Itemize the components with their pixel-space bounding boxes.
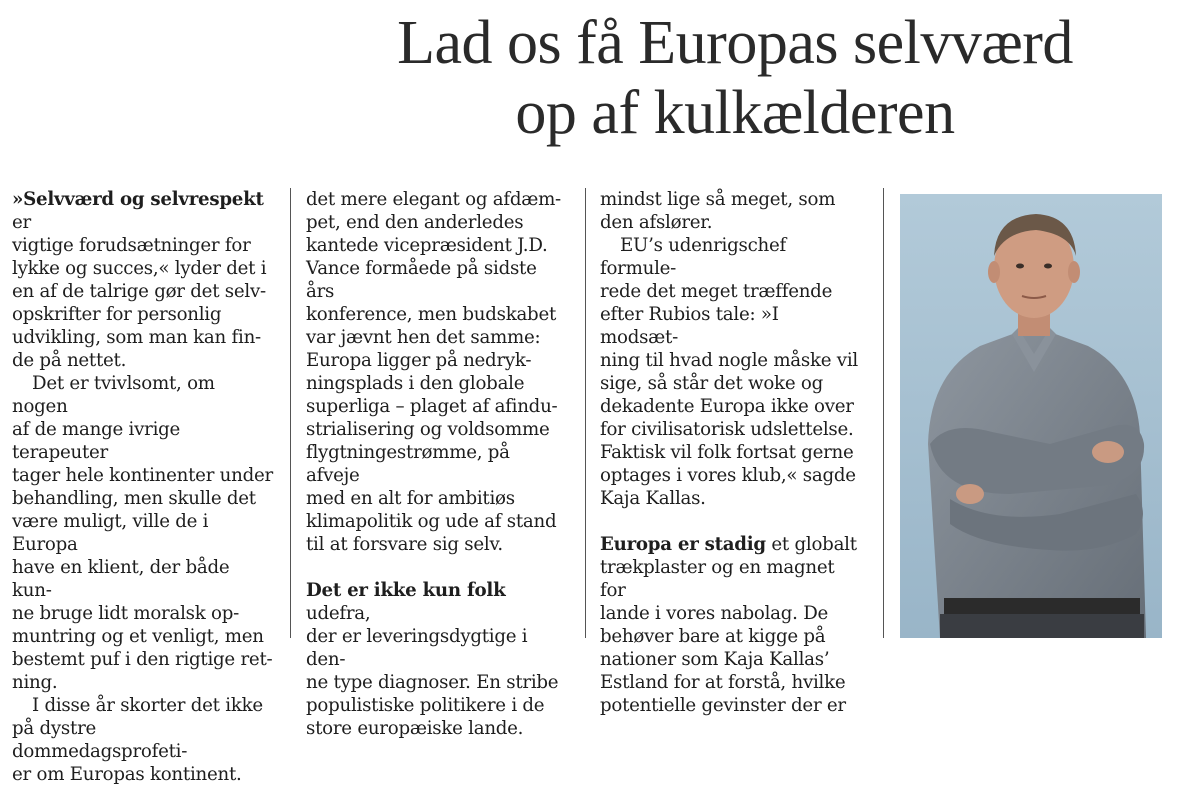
- paragraph: [600, 188, 862, 234]
- line: vigtige forudsætninger for: [12, 235, 251, 256]
- paragraph: [306, 188, 568, 556]
- line: flygtningestrømme, på afveje: [306, 442, 510, 486]
- line: Det er tvivlsomt, om nogen: [12, 373, 215, 417]
- line: af de mange ivrige terapeuter: [12, 419, 181, 463]
- line: på dystre dommedagsprofeti-: [12, 718, 188, 762]
- column-divider: [585, 188, 586, 638]
- column-divider: [883, 188, 884, 638]
- line: klimapolitik og ude af stand: [306, 511, 557, 532]
- line: opskrifter for personlig: [12, 304, 222, 325]
- paragraph-lead-in: Det er ikke kun folk: [306, 580, 506, 601]
- paragraph: [12, 188, 274, 372]
- line: Estland for at forstå, hvilke: [600, 672, 846, 693]
- author-portrait-illustration: [900, 194, 1162, 638]
- article-headline: [330, 8, 1140, 148]
- line: store europæiske lande.: [306, 718, 524, 739]
- line: ne type diagnoser. En stribe: [306, 672, 559, 693]
- line: sige, så står det woke og: [600, 373, 823, 394]
- line: mindst lige så meget, som: [600, 189, 836, 210]
- paragraph-lead-in: »Selvværd og selvrespekt: [12, 189, 264, 210]
- paragraph: [600, 234, 862, 510]
- line: muntring og et venligt, men: [12, 626, 264, 647]
- line: bestemt puf i den rigtige ret-: [12, 649, 273, 670]
- line: ningsplads i den globale: [306, 373, 525, 394]
- article-column-1: [12, 188, 274, 785]
- line: lande i vores nabolag. De: [600, 603, 829, 624]
- article-column-2: [306, 188, 568, 739]
- line: udefra,: [306, 603, 371, 624]
- line: I disse år skorter det ikke: [32, 695, 263, 716]
- paragraph: [600, 533, 862, 717]
- column-divider: [290, 188, 291, 638]
- line: ning til hvad nogle måske vil: [600, 350, 858, 371]
- article-column-3: [600, 188, 862, 716]
- line: efter Rubios tale: »I modsæt-: [600, 304, 779, 348]
- line: med en alt for ambitiøs: [306, 488, 515, 509]
- line: et globalt: [765, 534, 857, 555]
- line: der er leveringsdygtige i den-: [306, 626, 528, 670]
- line: Vance formåede på sidste års: [306, 258, 537, 302]
- line: have en klient, der både kun-: [12, 557, 230, 601]
- line: til at forsvare sig selv.: [306, 534, 503, 555]
- line: lykke og succes,« lyder det i: [12, 258, 267, 279]
- line: være muligt, ville de i Europa: [12, 511, 209, 555]
- author-photo: [900, 194, 1162, 638]
- line: konference, men budskabet: [306, 304, 557, 325]
- line: trækplaster og en magnet for: [600, 557, 835, 601]
- line: Europa ligger på nedryk-: [306, 350, 532, 371]
- line: en af de talrige gør det selv-: [12, 281, 266, 302]
- paragraph: [306, 579, 568, 740]
- line: optages i vores klub,« sagde: [600, 465, 856, 486]
- line: potentielle gevinster der er: [600, 695, 846, 716]
- line: var jævnt hen det samme:: [306, 327, 541, 348]
- paragraph: [12, 372, 274, 694]
- line: EU’s udenrigschef formule-: [600, 235, 786, 279]
- line: pet, end den anderledes: [306, 212, 524, 233]
- line: de på nettet.: [12, 350, 127, 371]
- paragraph: [12, 694, 274, 786]
- line: superliga – plaget af afindu-: [306, 396, 558, 417]
- line: populistiske politikere i de: [306, 695, 545, 716]
- line: tager hele kontinenter under: [12, 465, 273, 486]
- line: Kaja Kallas.: [600, 488, 706, 509]
- line: den afslører.: [600, 212, 713, 233]
- line: kantede vicepræsident J.D.: [306, 235, 548, 256]
- line: behøver bare at kigge på: [600, 626, 826, 647]
- headline-line-1: Lad os få Europas selvværd: [397, 9, 1073, 77]
- line: det mere elegant og afdæm-: [306, 189, 561, 210]
- line: Faktisk vil folk fortsat gerne: [600, 442, 854, 463]
- line: er: [12, 212, 31, 233]
- line: strialisering og voldsomme: [306, 419, 550, 440]
- line: behandling, men skulle det: [12, 488, 256, 509]
- line: rede det meget træffende: [600, 281, 833, 302]
- line: dekadente Europa ikke over: [600, 396, 854, 417]
- paragraph-lead-in: Europa er stadig: [600, 534, 766, 555]
- line: for civilisatorisk udslettelse.: [600, 419, 854, 440]
- line: er om Europas kontinent.: [12, 764, 242, 785]
- line: nationer som Kaja Kallas’: [600, 649, 830, 670]
- line: udvikling, som man kan fin-: [12, 327, 261, 348]
- line: ne bruge lidt moralsk op-: [12, 603, 240, 624]
- headline-line-2: op af kulkælderen: [515, 79, 955, 147]
- line: ning.: [12, 672, 58, 693]
